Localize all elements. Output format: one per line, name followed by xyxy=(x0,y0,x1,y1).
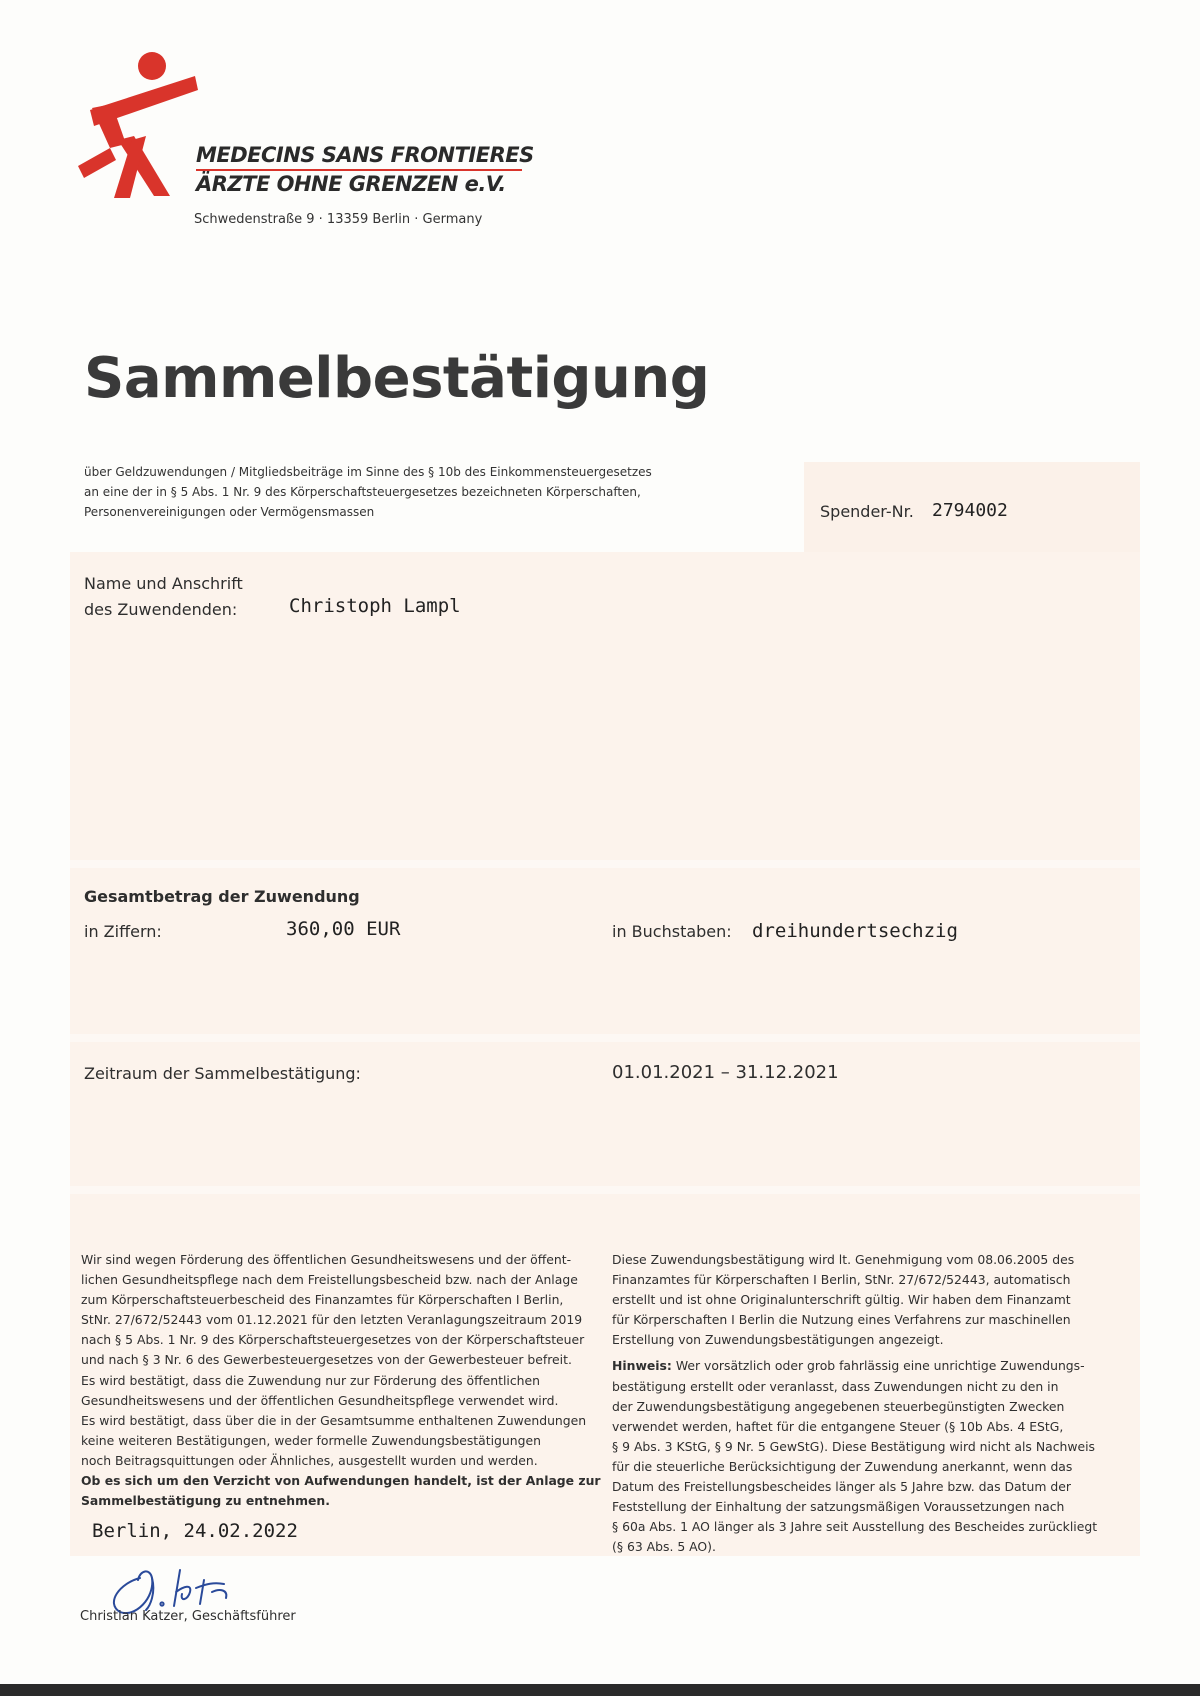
hint-line: bestätigung erstellt oder veranlasst, dass Zuwendungen nicht zu den in xyxy=(612,1378,1059,1394)
signer-name: Christian Katzer, Geschäftsführer xyxy=(80,1609,296,1624)
legal-line: zum Körperschaftsteuerbescheid des Finanzamtes für Körperschaften I Berlin, xyxy=(81,1292,564,1308)
hint-line: der Zuwendungsbestätigung angegebenen steuerbegünstigten Zwecken xyxy=(612,1398,1065,1414)
signature-icon xyxy=(100,1548,270,1618)
org-name-rule xyxy=(196,169,522,171)
legal-line: für Körperschaften I Berlin die Nutzung eines Verfahrens zur maschinellen xyxy=(612,1312,1071,1328)
legal-line: keine weiteren Bestätigungen, weder formelle Zuwendungsbestätigungen xyxy=(81,1432,541,1448)
subtitle-line: über Geldzuwendungen / Mitgliedsbeiträge im Sinne des § 10b des Einkommensteuergesetzes xyxy=(84,465,652,479)
legal-line: lichen Gesundheitspflege nach dem Freistellungsbescheid bzw. nach der Anlage xyxy=(81,1272,578,1288)
legal-line: StNr. 27/672/52443 vom 01.12.2021 für den letzten Veranlagungszeitraum 2019 xyxy=(81,1312,583,1328)
legal-text-right xyxy=(612,1250,1142,1557)
period-value: 01.01.2021 – 31.12.2021 xyxy=(612,1062,839,1083)
legal-line: erstellt und ist ohne Originalunterschrift gültig. Wir haben dem Finanzamt xyxy=(612,1292,1071,1308)
hint-line: Feststellung der Einhaltung der satzungsmäßigen Voraussetzungen nach xyxy=(612,1499,1065,1515)
amount-heading: Gesamtbetrag der Zuwendung xyxy=(84,887,360,906)
legal-line: Gesundheitswesens und der öffentlichen Gesundheitspflege verwendet wird. xyxy=(81,1392,559,1408)
amount-words-value: dreihundertsechzig xyxy=(752,920,958,942)
donor-label-line2: des Zuwendenden: xyxy=(84,600,238,619)
donor-number-value: 2794002 xyxy=(932,500,1008,521)
form-divider xyxy=(70,1034,1140,1042)
hint-line: (§ 63 Abs. 5 AO). xyxy=(612,1539,716,1555)
legal-line: Es wird bestätigt, dass die Zuwendung nur zur Förderung des öffentlichen xyxy=(81,1372,541,1388)
period-label: Zeitraum der Sammelbestätigung: xyxy=(84,1064,361,1083)
donor-number-label: Spender-Nr. xyxy=(820,502,914,521)
legal-line: Diese Zuwendungsbestätigung wird lt. Genehmigung vom 08.06.2005 des xyxy=(612,1252,1075,1267)
amount-digits-value: 360,00 EUR xyxy=(286,918,401,940)
amount-words-label: in Buchstaben: xyxy=(612,922,732,941)
subtitle-line: an eine der in § 5 Abs. 1 Nr. 9 des Körperschaftsteuergesetzes bezeichneten Körperschaften, xyxy=(84,485,641,499)
hint-label: Hinweis: xyxy=(612,1358,672,1374)
place-and-date: Berlin, 24.02.2022 xyxy=(92,1520,298,1542)
subtitle-line: Personenvereinigungen oder Vermögensmassen xyxy=(84,505,375,519)
legal-line: Es wird bestätigt, dass über die in der Gesamtsumme enthaltenen Zuwendungen xyxy=(81,1412,587,1428)
hint-line: § 60a Abs. 1 AO länger als 3 Jahre seit Ausstellung des Bescheides zurückliegt xyxy=(612,1519,1098,1535)
amount-digits-label: in Ziffern: xyxy=(84,922,162,941)
donor-name: Christoph Lampl xyxy=(289,595,461,617)
page-title: Sammelbestätigung xyxy=(84,346,710,411)
hint-line: für die steuerliche Berücksichtigung der Zuwendung anerkannt, wenn das xyxy=(612,1458,1073,1474)
hint-line: § 9 Abs. 3 KStG, § 9 Nr. 5 GewStG). Diese Bestätigung wird nicht als Nachweis xyxy=(612,1438,1096,1454)
legal-line-bold: Ob es sich um den Verzicht von Aufwendungen handelt, ist der Anlage zur xyxy=(81,1473,601,1489)
legal-line: nach § 5 Abs. 1 Nr. 9 des Körperschaftsteuergesetzes von der Körperschaftsteuer xyxy=(81,1332,585,1348)
legal-text-left xyxy=(81,1250,601,1511)
hint-first-line: Hinweis: Wer vorsätzlich oder grob fahrlässig eine unrichtige Zuwendungs- xyxy=(612,1358,1085,1374)
legal-line-bold: Sammelbestätigung zu entnehmen. xyxy=(81,1493,330,1509)
legal-line: noch Beitragsquittungen oder Ähnliches, ausgestellt wurden und werden. xyxy=(81,1452,538,1468)
msf-logo-icon xyxy=(70,48,200,198)
donor-label-line1: Name und Anschrift xyxy=(84,574,243,593)
scan-edge xyxy=(0,1684,1200,1696)
legal-line: Wir sind wegen Förderung des öffentlichen Gesundheitswesens und der öffent- xyxy=(81,1252,572,1267)
form-divider xyxy=(70,860,1140,868)
hint-line: verwendet werden, haftet für die entgangene Steuer (§ 10b Abs. 4 EStG, xyxy=(612,1418,1064,1434)
org-name-primary: MEDECINS SANS FRONTIERES xyxy=(196,143,534,167)
org-address: Schwedenstraße 9 · 13359 Berlin · Germany xyxy=(194,212,483,227)
legal-line: Finanzamtes für Körperschaften I Berlin, StNr. 27/672/52443, automatisch xyxy=(612,1272,1071,1288)
legal-line: Erstellung von Zuwendungsbestätigungen angezeigt. xyxy=(612,1332,944,1348)
org-name-secondary: ÄRZTE OHNE GRENZEN e.V. xyxy=(196,172,506,196)
document-subtitle xyxy=(84,462,684,522)
legal-line: und nach § 3 Nr. 6 des Gewerbesteuergesetzes von der Gewerbesteuer befreit. xyxy=(81,1352,572,1368)
form-divider xyxy=(70,1186,1140,1194)
hint-line: Datum des Freistellungsbescheides länger als 5 Jahre bzw. das Datum der xyxy=(612,1479,1071,1495)
